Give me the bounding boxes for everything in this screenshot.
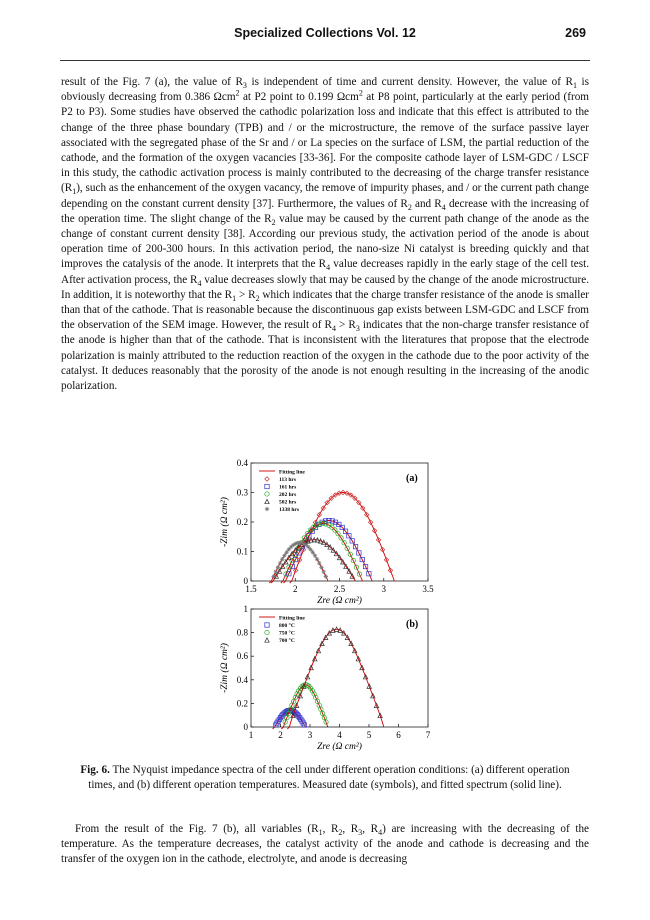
legend-marker (265, 507, 269, 511)
x-axis-label: Zre (Ω cm²) (317, 596, 362, 606)
data-point (315, 557, 319, 561)
figure-caption (70, 763, 580, 793)
y-tick-label: 0.4 (236, 674, 248, 685)
x-tick-label: 3 (307, 730, 313, 740)
y-tick-label: 1 (243, 604, 248, 614)
legend-marker (265, 499, 269, 503)
plot-frame (251, 609, 428, 727)
page-number: 269 (565, 26, 586, 40)
data-point (313, 553, 317, 557)
legend-entry-label: 700 °C (279, 638, 295, 644)
legend-marker (265, 492, 269, 496)
data-point (319, 565, 323, 569)
caption-label: Fig. 6. (80, 764, 110, 776)
data-point (271, 574, 275, 578)
legend-entry-label: 750 °C (279, 630, 295, 637)
x-tick-label: 7 (425, 730, 431, 740)
x-tick-label: 3.5 (422, 584, 434, 594)
data-point (321, 570, 325, 574)
caption-text: The Nyquist impedance spectra of the cell under different operation conditions: (a) different operation times, and (b) different operation temperatures. Measured date (symbols), and fitted spectrum (solid line). (88, 764, 570, 792)
data-point (280, 557, 284, 561)
fit-line (289, 629, 383, 727)
data-point (274, 570, 278, 574)
y-axis-label: -Zim (Ω cm²) (220, 497, 230, 547)
y-tick-label: 0.6 (236, 651, 248, 662)
data-point (278, 561, 282, 565)
x-tick-label: 2.5 (333, 584, 346, 594)
y-tick-label: 0 (243, 576, 248, 586)
y-tick-label: 0.4 (236, 458, 248, 468)
data-point (282, 553, 286, 557)
body-text-bottom (61, 822, 589, 868)
legend-marker (265, 630, 269, 634)
paragraph-1: result of the Fig. 7 (a), the value of $R_3$ is independent of time and current density. However, the value of $R_1$ is obviously decreasing from 0.386 Ωcm$^2$ at P2 point to 0.199 Ωcm$^2$ at P8 point, particularly at the early period (from P2 to P3). Some studies have observed the cathodic polarization loss and indicate that this effect is attributed to the change of the three phase boundary (TPB) and / or the microstructure, the remove of the surface passive layer associated with the segregated phase of the Sr and / or La species on the surface of LSM, the partial reduction of the cathode, and the formation of the oxygen vacancies [33-36]. For the composite cathode layer of LSM-GDC / LSCF in this study, the cathodic activation process is mainly contributed to the decreasing of the charge transfer resistance $(R_1)$, such as the enhancement of the oxygen vacancy, the remove of impurity phases, and / or the current path change depending on the constant current density [37]. Furthermore, the values of $R_2$ and $R_4$ decrease with the increasing of the operation time. The slight change of the $R_2$ value may be caused by the current path change of the anode as the change of constant current density [38]. According our previous study, the activation period of the anode is about operation time of 200-300 hours. In this activation period, the nano-size Ni catalyst is breeding quickly and that improves the catalysis of the anode. It interprets that the $R_4$ value decreases rapidly in the early stage of the cell test. After activation process, the $R_4$ value decreases slowly that may be caused by the change of the anode microstructure. In addition, it is noteworthy that the $R_1 > R_2$ which indicates that the charge transfer resistance of the anode is smaller than that of the cathode. That is reasonable because the discontinuous gap exists between LSM-GDC and LSCF from the observation of the SEM image. However, the result of $R_4 > R_3$ indicates that the non-charge transfer resistance of the anode is higher than that of the cathode. That is inconsistent with the literatures that propose that the electrode polarization is mainly attributed to the reduction reaction of the oxygen in the cathode due to the poor activity of the catalyst. It deduces reasonably that the porosity of the anode is not enough resulting in the increasing of the anodic polarization. (61, 76, 590, 393)
legend-entry-label: 800 °C (279, 623, 295, 629)
legend-fit-label: Fitting line (279, 469, 305, 476)
data-point (311, 550, 315, 554)
x-tick-label: 2 (278, 730, 283, 740)
x-tick-label: 1.5 (245, 584, 257, 594)
y-tick-label: 0.8 (236, 627, 248, 638)
y-tick-label: 0.2 (236, 517, 248, 527)
chart-panel-a (219, 458, 434, 606)
x-tick-label: 2 (293, 584, 298, 594)
x-tick-label: 4 (337, 730, 342, 740)
y-tick-label: 0 (243, 722, 248, 732)
legend-entry-label: 1338 hrs (279, 507, 300, 513)
series-700c (287, 627, 383, 729)
legend-entry-label: 113 hrs (279, 477, 296, 483)
data-point (284, 550, 288, 554)
legend-fit-label: Fitting line (279, 615, 305, 622)
legend-marker (265, 484, 269, 488)
journal-title: Specialized Collections Vol. 12 (234, 26, 416, 40)
x-tick-label: 6 (396, 730, 401, 740)
x-tick-label: 5 (366, 730, 372, 740)
y-tick-label: 0.2 (236, 698, 248, 709)
legend-marker (265, 623, 269, 627)
chart-panel-b (219, 604, 431, 752)
y-tick-label: 0.1 (236, 546, 248, 557)
legend-marker (265, 638, 269, 642)
legend-marker (265, 477, 269, 481)
y-tick-label: 0.3 (236, 487, 248, 498)
x-axis-label: Zre (Ω cm²) (317, 742, 362, 752)
data-point (317, 561, 321, 565)
data-point (324, 574, 328, 578)
y-axis-label: -Zim (Ω cm²) (220, 643, 230, 693)
panel-label: (a) (406, 473, 418, 484)
legend-entry-label: 502 hrs (279, 499, 297, 506)
paragraph-2: From the result of the Fig. 7 (b), all variables ($R_1$, $R_2$, $R_3$, $R_4$) are increasing with the decreasing of the temperature. As the temperature decreases, the catalyst activity of the anode and cathode is decreasing and the transfer of the oxygen ion in the cathode, electrolyte, and anode is decreasing (61, 823, 590, 866)
panel-label: (b) (406, 619, 419, 630)
legend-entry-label: 202 hrs (279, 492, 297, 498)
data-point (276, 565, 280, 569)
legend-entry-label: 161 hrs (279, 484, 297, 491)
data-point (308, 547, 312, 551)
series-750c (281, 683, 328, 729)
x-tick-label: 3 (381, 584, 386, 594)
x-tick-label: 1 (248, 730, 254, 740)
